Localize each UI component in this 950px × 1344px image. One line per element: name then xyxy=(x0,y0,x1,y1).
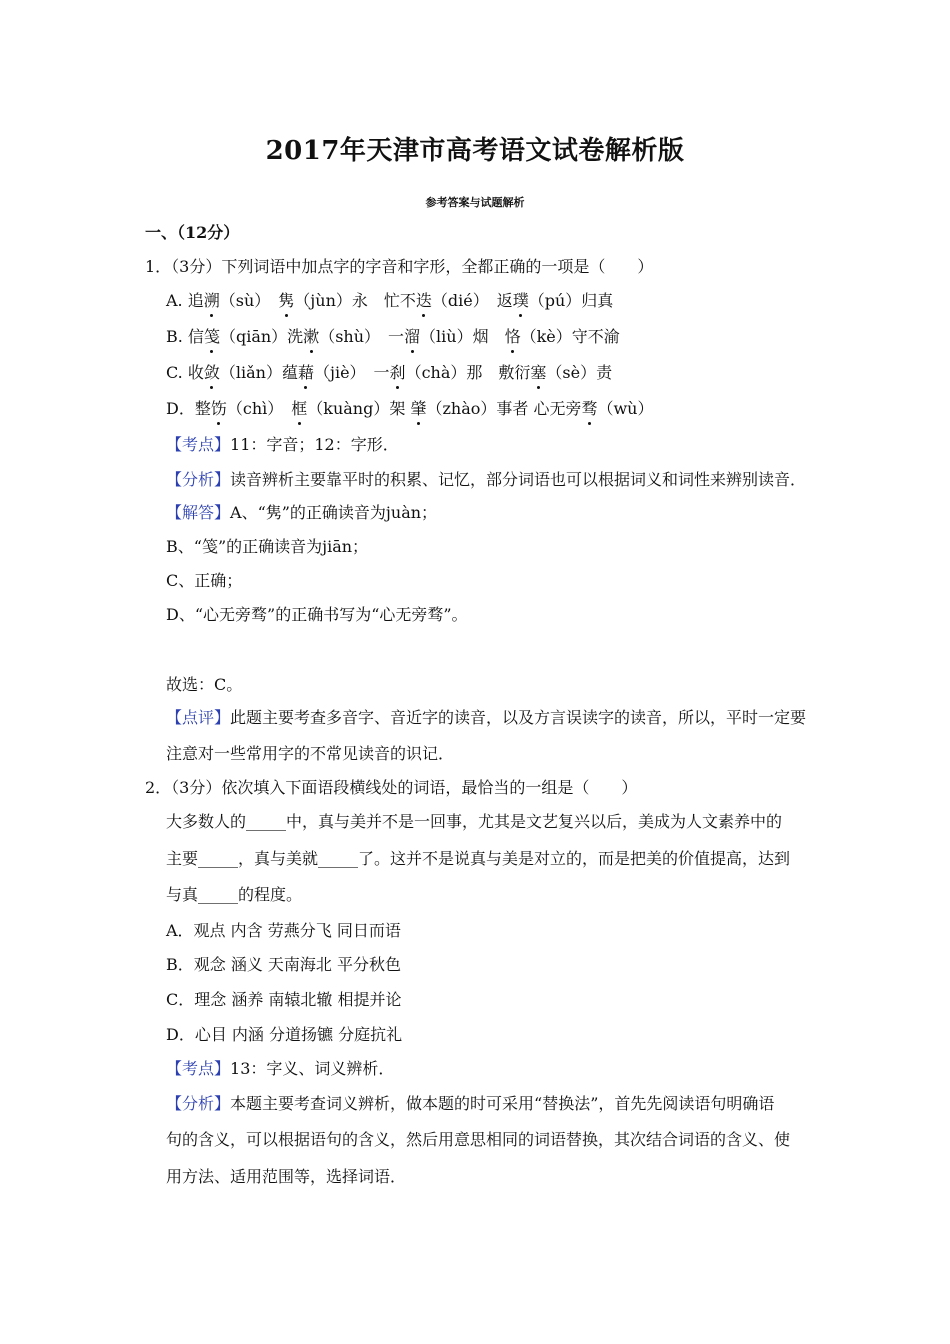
dotted-char: 迭 xyxy=(415,291,432,310)
q1-answer: 故选：C。 xyxy=(166,675,243,694)
q1-kaodian: 【考点】11：字音；12：字形． xyxy=(166,435,399,454)
dotted-char: 笺 xyxy=(203,327,220,346)
section-heading: 一、（12分） xyxy=(145,223,240,242)
q2-passage-3: 与真_____的程度。 xyxy=(166,885,303,904)
q1-fenxi: 【分析】读音辨析主要靠平时的积累、记忆，部分词语也可以根据词义和词性来辨别读音． xyxy=(166,470,807,489)
q1-jieda: 【解答】A、“隽”的正确读音为juàn； xyxy=(166,503,438,522)
fenxi-tag: 【分析】 xyxy=(166,1094,231,1113)
q1-option-a: A. 追溯（sù） 隽（jùn）永 忙不迭（dié） 返璞（pú）归真 xyxy=(166,291,614,310)
dotted-char: 肇 xyxy=(410,399,427,418)
q2-passage-2: 主要_____，真与美就_____了。这并不是说真与美是对立的，而是把美的价值提高，达到 xyxy=(166,849,791,868)
dotted-char: 溜 xyxy=(404,327,421,346)
dotted-char: 溯 xyxy=(203,291,220,310)
dotted-char: 敛 xyxy=(203,363,220,382)
q1-option-d: D．整饬（chì） 框（kuàng）架 肇（zhào）事者 心无旁骛（wù） xyxy=(166,399,654,418)
dotted-char: 饬 xyxy=(210,399,227,418)
q2-option-c: C．理念 涵养 南辕北辙 相提并论 xyxy=(166,990,402,1009)
q2-passage-1: 大多数人的_____中，真与美并不是一回事，尤其是文艺复兴以后，美成为人文素养中的 xyxy=(166,812,783,831)
q2-kaodian: 【考点】13：字义、词义辨析． xyxy=(166,1059,395,1078)
q1-option-c: C. 收敛（liǎn）蕴藉（jiè） 一刹（chà）那 敷衍塞（sè）责 xyxy=(166,363,613,382)
document-subtitle: 参考答案与试题解析 xyxy=(425,196,525,209)
dotted-char: 骛 xyxy=(581,399,598,418)
q1-jieda-d: D、“心无旁骛”的正确书写为“心无旁骛”。 xyxy=(166,605,468,624)
q2-option-d: D．心目 内涵 分道扬镳 分庭抗礼 xyxy=(166,1025,403,1044)
dotted-char: 刹 xyxy=(389,363,406,382)
jieda-tag: 【解答】 xyxy=(166,503,231,522)
fenxi-tag: 【分析】 xyxy=(166,470,231,489)
dotted-char: 璞 xyxy=(512,291,529,310)
dotted-char: 塞 xyxy=(530,363,547,382)
kaodian-tag: 【考点】 xyxy=(166,435,231,454)
q2-fenxi: 【分析】本题主要考查词义辨析，做本题的时可采用“替换法”，首先先阅读语句明确语 xyxy=(166,1094,775,1113)
dotted-char: 框 xyxy=(291,399,308,418)
dianping-tag: 【点评】 xyxy=(166,708,231,727)
dotted-char: 恪 xyxy=(504,327,521,346)
q2-stem: 2．（3分）依次填入下面语段横线处的词语，最恰当的一组是（ ） xyxy=(145,778,638,797)
q1-option-b: B. 信笺（qiān）洗漱（shù） 一溜（liù）烟 恪（kè）守不渝 xyxy=(166,327,620,346)
q2-option-b: B．观念 涵义 天南海北 平分秋色 xyxy=(166,955,402,974)
q1-stem: 1．（3分）下列词语中加点字的字音和字形，全都正确的一项是（ ） xyxy=(145,257,654,276)
q2-fenxi-3: 用方法、适用范围等，选择词语． xyxy=(166,1167,407,1186)
dotted-char: 藉 xyxy=(297,363,314,382)
q1-dianping: 【点评】此题主要考查多音字、音近字的读音，以及方言误读字的读音，所以，平时一定要 xyxy=(166,708,807,727)
kaodian-tag: 【考点】 xyxy=(166,1059,231,1078)
q2-fenxi-2: 句的含义，可以根据语句的含义，然后用意思相同的词语替换，其次结合词语的含义、使 xyxy=(166,1130,791,1149)
dotted-char: 隽 xyxy=(278,291,295,310)
q1-jieda-c: C、正确； xyxy=(166,571,243,590)
q2-option-a: A．观点 内含 劳燕分飞 同日而语 xyxy=(166,921,401,940)
q1-jieda-b: B、“笺”的正确读音为jiān； xyxy=(166,537,369,556)
q1-dianping-2: 注意对一些常用字的不常见读音的识记． xyxy=(166,744,455,763)
document-title: 2017年天津市高考语文试卷解析版 xyxy=(265,136,685,166)
dotted-char: 漱 xyxy=(303,327,320,346)
